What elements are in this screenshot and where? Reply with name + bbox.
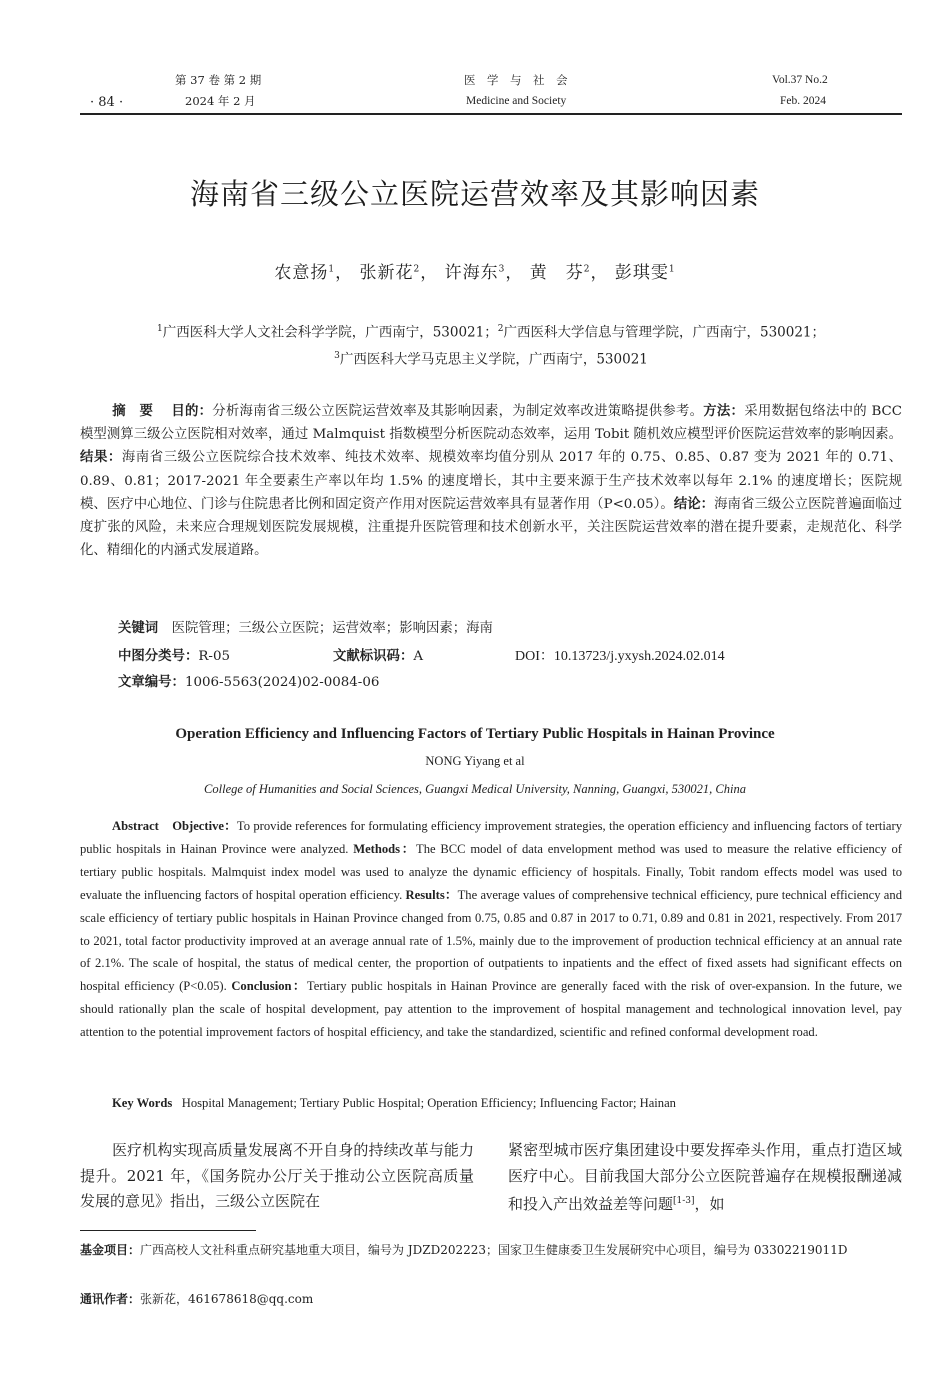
affiliation-mark: 2	[497, 324, 504, 334]
results-text: 海南省三级公立医院综合技术效率、纯技术效率、规模效率均值分别从 2017 年的 0.75、0.85、0.87 变为 2021 年的 0.71、0.89、0.81；2017-2021 年全要素生产率以年均 1.5% 的速度增长，其中主要来源于生产技术效率以每年 2.1% 的速度增长；医院规模、医疗中心地位、门诊与住院患者比例和固定资产作用对医院运营效率具有显著作用（P<0.05）。	[80, 450, 903, 512]
clc-number	[118, 645, 230, 664]
keywords-cn	[118, 617, 493, 636]
methods-en-label: Methods：	[353, 841, 416, 856]
abstract-label: 摘 要	[112, 404, 154, 419]
citation: [1-3]	[673, 1196, 695, 1206]
date-cn: 2024 年 2 月	[185, 94, 256, 108]
doi: DOI：10.13723/j.yxysh.2024.02.014	[515, 649, 725, 664]
body-text: 紧密型城市医疗集团建设中要发挥牵头作用，重点打造区域医疗中心。目前我国大部分公立医院普遍存在规模报酬递减和投入产出效益差等问题	[508, 1141, 902, 1213]
corresponding-author	[80, 1289, 902, 1310]
volume-en: Vol.37 No.2	[772, 74, 828, 86]
keywords-en	[80, 1092, 902, 1115]
objective-text: 分析海南省三级公立医院运营效率及其影响因素，为制定效率改进策略提供参考。	[212, 404, 704, 419]
journal-name-en: Medicine and Society	[466, 95, 567, 107]
affiliation: 广西医科大学马克思主义学院，广西南宁，530021	[339, 351, 648, 368]
abstract-en-label: Abstract	[112, 819, 159, 833]
author-name: 许海东	[444, 263, 499, 283]
conclusion-en-text: Tertiary public hospitals in Hainan Province are generally faced with the risk of over-expansion. In the future, we should rationally plan the scale of hospital development, pay attention to the improvement of hospital management and technological innovation level, pay attention to the potential improvement factors of hospital efficiency, and take the standardized, scientific and refined conformal development road.	[80, 979, 902, 1040]
affiliation: 广西医科大学信息与管理学院，广西南宁，530021；	[503, 324, 826, 341]
author-list: 农意扬$^1$， 张新花$^2$， 许海东$^3$， 黄 芬$^2$， 彭琪雯$^1$	[274, 263, 676, 283]
abstract-cn	[80, 400, 902, 562]
conclusion-en-label: Conclusion：	[231, 979, 307, 994]
keywords-text: 医院管理；三级公立医院；运营效率；影响因素；海南	[171, 621, 493, 636]
corresponding-text: 张新花，461678618@qq.com	[140, 1292, 314, 1306]
author-affiliation-mark: 2	[583, 264, 591, 275]
affiliation-mark: 1	[156, 324, 163, 334]
author-name: 农意扬	[274, 263, 329, 283]
clc-label: 中图分类号：	[118, 649, 199, 664]
funding-text: 广西高校人文社科重点研究基地重大项目，编号为 JDZD202223；国家卫生健康委卫生发展研究中心项目，编号为 03302219011D	[140, 1243, 848, 1257]
affiliation-line-2	[80, 343, 902, 374]
volume-cn: 第 37 卷 第 2 期	[175, 73, 262, 87]
keywords-en-text: Hospital Management; Tertiary Public Hospital; Operation Efficiency; Influencing Factor; Hainan	[181, 1096, 676, 1110]
methods-label: 方法：	[703, 404, 745, 419]
article-number-value: 1006-5563(2024)02-0084-06	[184, 675, 380, 690]
english-affiliation: College of Humanities and Social Sciences, Guangxi Medical University, Nanning, Guangxi, 530021, China	[204, 782, 746, 796]
results-label: 结果：	[80, 450, 122, 466]
conclusion-text: 海南省三级公立医院普遍面临过度扩张的风险，未来应合理规划医院发展规模，注重提升医院管理和技术创新水平，关注医院运营效率的潜在提升要素，走规范化、科学化、精细化的内涵式发展道路。	[80, 496, 903, 559]
document-code	[333, 645, 423, 664]
keywords-label: 关键词	[118, 621, 159, 636]
objective-en-text: To provide references for formulating efficiency improvement strategies, the operation efficiency and influencing factors of tertiary public hospitals in Hainan Province were analyzed.	[80, 819, 902, 856]
funding-label: 基金项目：	[80, 1243, 141, 1257]
objective-en-label: Objective：	[172, 819, 237, 833]
footnote-rule	[80, 1230, 256, 1231]
body-text: ，如	[694, 1195, 725, 1213]
objective-label: 目的：	[171, 404, 213, 419]
author-affiliation-mark: 1	[668, 264, 676, 275]
author-affiliation-mark: 3	[498, 264, 506, 275]
results-en-label: Results：	[405, 887, 458, 902]
funding-note	[80, 1240, 902, 1261]
author-affiliation-mark: 2	[413, 264, 421, 275]
author-affiliation-mark: 1	[328, 264, 336, 275]
abstract-en	[80, 815, 902, 1044]
date-en: Feb. 2024	[780, 95, 826, 107]
article-title: 海南省三级公立医院运营效率及其影响因素	[189, 177, 760, 211]
body-column-left	[80, 1138, 474, 1215]
body-text: 医疗机构实现高质量发展离不开自身的持续改革与能力提升。2021 年，《国务院办公厅关于推动公立医院高质量发展的意见》指出，三级公立医院在	[80, 1141, 474, 1210]
keywords-en-label: Key Words	[112, 1096, 173, 1110]
conclusion-label: 结论：	[673, 496, 715, 512]
methods-en-text: The BCC model of data envelopment method was used to measure the relative efficiency of tertiary public hospitals. Malmquist index model was used to analyze the dynamic efficiency of hospitals. Finally, Tobit random effects model was used to evaluate the influencing factors of hospital operation efficiency.	[80, 841, 902, 902]
header-rule	[80, 113, 902, 115]
author-name: 张新花	[359, 263, 414, 283]
article-number-label: 文章编号：	[118, 675, 185, 690]
english-author: NONG Yiyang et al	[425, 754, 525, 768]
methods-text: 采用数据包络法中的 BCC 模型测算三级公立医院相对效率，通过 Malmquist 指数模型分析医院动态效率，运用 Tobit 随机效应模型评价医院运营效率的影响因素。	[80, 404, 903, 443]
affiliation-line-1	[80, 316, 902, 347]
affiliation-mark: 3	[334, 351, 340, 361]
article-number	[118, 671, 379, 690]
author-name: 黄 芬	[529, 263, 584, 283]
document-code-label: 文献标识码：	[333, 649, 414, 664]
affiliation: 广西医科大学人文社会科学学院，广西南宁，530021；	[162, 324, 498, 341]
corresponding-label: 通讯作者：	[80, 1292, 141, 1306]
journal-name-cn: 医 学 与 社 会	[464, 73, 568, 87]
page-number: · 84 ·	[90, 95, 124, 110]
clc-value: R-05	[198, 649, 230, 664]
body-column-right	[508, 1138, 902, 1218]
author-name: 彭琪雯	[614, 263, 669, 283]
english-title: Operation Efficiency and Influencing Factors of Tertiary Public Hospitals in Hainan Province	[175, 726, 775, 742]
document-code-value: A	[413, 649, 424, 664]
results-en-text: The average values of comprehensive technical efficiency, pure technical efficiency and scale efficiency of tertiary public hospitals in Hainan Province changed from 0.75, 0.85 and 0.87 in 2017 to 0.71, 0.89 and 0.81 in 2021, respectively. From 2017 to 2021, total factor productivity improved at an average annual rate of 1.5%, mainly due to the improvement of production technical efficiency at an annual rate of 2.1%. The scale of hospital, the status of medical center, the proportion of outpatients to inpatients and the effect of fixed assets had significant effects on hospital efficiency (P<0.05).	[80, 887, 902, 994]
